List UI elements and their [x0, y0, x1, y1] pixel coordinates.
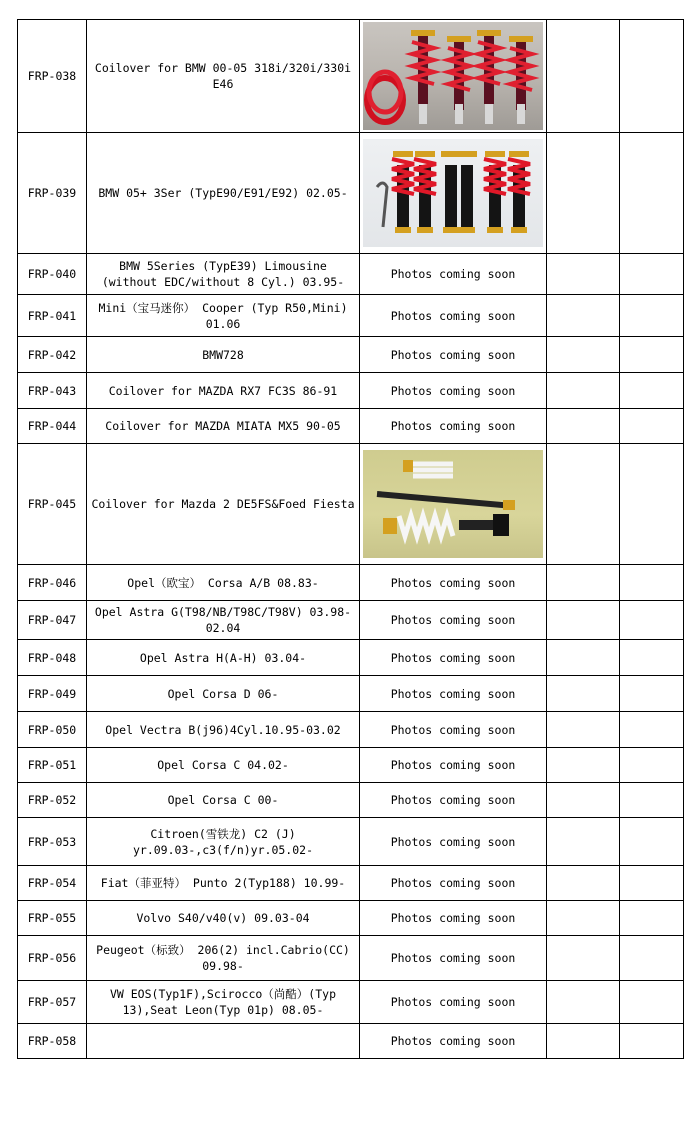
product-code: FRP-058	[18, 1024, 87, 1059]
empty-cell	[620, 295, 684, 337]
product-description: Peugeot（标致） 206(2) incl.Cabrio(CC) 09.98-	[87, 936, 360, 981]
empty-cell	[620, 936, 684, 981]
table-row	[18, 866, 684, 901]
product-code: FRP-054	[18, 866, 87, 901]
product-code: FRP-057	[18, 981, 87, 1024]
photo-status: Photos coming soon	[360, 295, 547, 337]
photo-status: Photos coming soon	[360, 936, 547, 981]
table-row	[18, 409, 684, 444]
empty-cell	[547, 783, 620, 818]
table-row	[18, 748, 684, 783]
table-row	[18, 783, 684, 818]
table-row	[18, 133, 684, 254]
table-row	[18, 981, 684, 1024]
empty-cell	[620, 712, 684, 748]
product-description: BMW 5Series (TypE39) Limousine (without EDC/without 8 Cyl.) 03.95-	[87, 254, 360, 295]
product-code: FRP-042	[18, 337, 87, 373]
empty-cell	[547, 409, 620, 444]
product-code: FRP-045	[18, 444, 87, 565]
product-code: FRP-038	[18, 20, 87, 133]
table-row	[18, 565, 684, 601]
empty-cell	[620, 337, 684, 373]
product-description: Opel（欧宝） Corsa A/B 08.83-	[87, 565, 360, 601]
table-row	[18, 818, 684, 866]
product-photo-cell	[360, 20, 547, 133]
photo-status: Photos coming soon	[360, 676, 547, 712]
empty-cell	[620, 20, 684, 133]
table-row	[18, 20, 684, 133]
red-coilovers-photo	[363, 22, 543, 130]
empty-cell	[547, 254, 620, 295]
empty-cell	[547, 1024, 620, 1059]
table-row	[18, 601, 684, 640]
table-row	[18, 1024, 684, 1059]
product-code: FRP-041	[18, 295, 87, 337]
table-row	[18, 676, 684, 712]
photo-status: Photos coming soon	[360, 901, 547, 936]
photo-status: Photos coming soon	[360, 409, 547, 444]
empty-cell	[547, 712, 620, 748]
product-code: FRP-040	[18, 254, 87, 295]
empty-cell	[547, 133, 620, 254]
table-row	[18, 936, 684, 981]
empty-cell	[547, 640, 620, 676]
product-description: Opel Corsa C 00-	[87, 783, 360, 818]
empty-cell	[620, 1024, 684, 1059]
empty-cell	[620, 409, 684, 444]
product-table	[17, 19, 684, 1059]
product-photo-cell	[360, 133, 547, 254]
product-code: FRP-047	[18, 601, 87, 640]
empty-cell	[547, 337, 620, 373]
empty-cell	[547, 901, 620, 936]
empty-cell	[620, 640, 684, 676]
table-row	[18, 901, 684, 936]
photo-status: Photos coming soon	[360, 818, 547, 866]
empty-cell	[620, 601, 684, 640]
photo-status: Photos coming soon	[360, 337, 547, 373]
empty-cell	[620, 818, 684, 866]
photo-status: Photos coming soon	[360, 712, 547, 748]
product-code: FRP-050	[18, 712, 87, 748]
photo-status: Photos coming soon	[360, 565, 547, 601]
table-row	[18, 254, 684, 295]
product-description: Fiat（菲亚特） Punto 2(Typ188) 10.99-	[87, 866, 360, 901]
table-row	[18, 444, 684, 565]
empty-cell	[620, 901, 684, 936]
table-row	[18, 373, 684, 409]
empty-cell	[547, 866, 620, 901]
photo-status: Photos coming soon	[360, 783, 547, 818]
product-description: BMW 05+ 3Ser (TypE90/E91/E92) 02.05-	[87, 133, 360, 254]
photo-status: Photos coming soon	[360, 373, 547, 409]
product-description: BMW728	[87, 337, 360, 373]
photo-status: Photos coming soon	[360, 640, 547, 676]
empty-cell	[547, 936, 620, 981]
empty-cell	[547, 444, 620, 565]
empty-cell	[547, 565, 620, 601]
red-black-coilovers-photo	[363, 139, 543, 247]
empty-cell	[547, 295, 620, 337]
product-description: Coilover for MAZDA RX7 FC3S 86-91	[87, 373, 360, 409]
photo-status: Photos coming soon	[360, 866, 547, 901]
product-code: FRP-039	[18, 133, 87, 254]
empty-cell	[620, 254, 684, 295]
product-code: FRP-052	[18, 783, 87, 818]
empty-cell	[620, 866, 684, 901]
product-description: Coilover for Mazda 2 DE5FS&Foed Fiesta	[87, 444, 360, 565]
empty-cell	[620, 133, 684, 254]
empty-cell	[547, 20, 620, 133]
empty-cell	[620, 981, 684, 1024]
product-code: FRP-043	[18, 373, 87, 409]
empty-cell	[547, 676, 620, 712]
photo-status: Photos coming soon	[360, 981, 547, 1024]
product-code: FRP-051	[18, 748, 87, 783]
photo-status: Photos coming soon	[360, 748, 547, 783]
product-code: FRP-048	[18, 640, 87, 676]
empty-cell	[620, 783, 684, 818]
product-description: Coilover for BMW 00-05 318i/320i/330i E46	[87, 20, 360, 133]
empty-cell	[547, 373, 620, 409]
photo-status: Photos coming soon	[360, 1024, 547, 1059]
table-row	[18, 640, 684, 676]
empty-cell	[547, 981, 620, 1024]
product-description: Opel Corsa D 06-	[87, 676, 360, 712]
product-description: Opel Astra G(T98/NB/T98C/T98V) 03.98-02.04	[87, 601, 360, 640]
photo-status: Photos coming soon	[360, 254, 547, 295]
product-code: FRP-055	[18, 901, 87, 936]
empty-cell	[620, 373, 684, 409]
product-description	[87, 1024, 360, 1059]
empty-cell	[620, 565, 684, 601]
product-description: Citroen(雪铁龙) C2 (J) yr.09.03-,c3(f/n)yr.05.02-	[87, 818, 360, 866]
product-photo-cell	[360, 444, 547, 565]
empty-cell	[620, 444, 684, 565]
table-row	[18, 337, 684, 373]
product-code: FRP-056	[18, 936, 87, 981]
product-code: FRP-049	[18, 676, 87, 712]
product-description: Opel Astra H(A-H) 03.04-	[87, 640, 360, 676]
product-code: FRP-046	[18, 565, 87, 601]
empty-cell	[547, 601, 620, 640]
product-description: Volvo S40/v40(v) 09.03-04	[87, 901, 360, 936]
product-description: Opel Corsa C 04.02-	[87, 748, 360, 783]
empty-cell	[620, 676, 684, 712]
white-coilovers-photo	[363, 450, 543, 558]
empty-cell	[547, 818, 620, 866]
product-description: Opel Vectra B(j96)4Cyl.10.95-03.02	[87, 712, 360, 748]
empty-cell	[620, 748, 684, 783]
product-description: Coilover for MAZDA MIATA MX5 90-05	[87, 409, 360, 444]
product-description: VW EOS(Typ1F),Scirocco（尚酷）(Typ 13),Seat Leon(Typ 01p) 08.05-	[87, 981, 360, 1024]
product-code: FRP-053	[18, 818, 87, 866]
empty-cell	[547, 748, 620, 783]
product-description: Mini（宝马迷你） Cooper (Typ R50,Mini) 01.06	[87, 295, 360, 337]
photo-status: Photos coming soon	[360, 601, 547, 640]
product-code: FRP-044	[18, 409, 87, 444]
table-row	[18, 295, 684, 337]
table-row	[18, 712, 684, 748]
